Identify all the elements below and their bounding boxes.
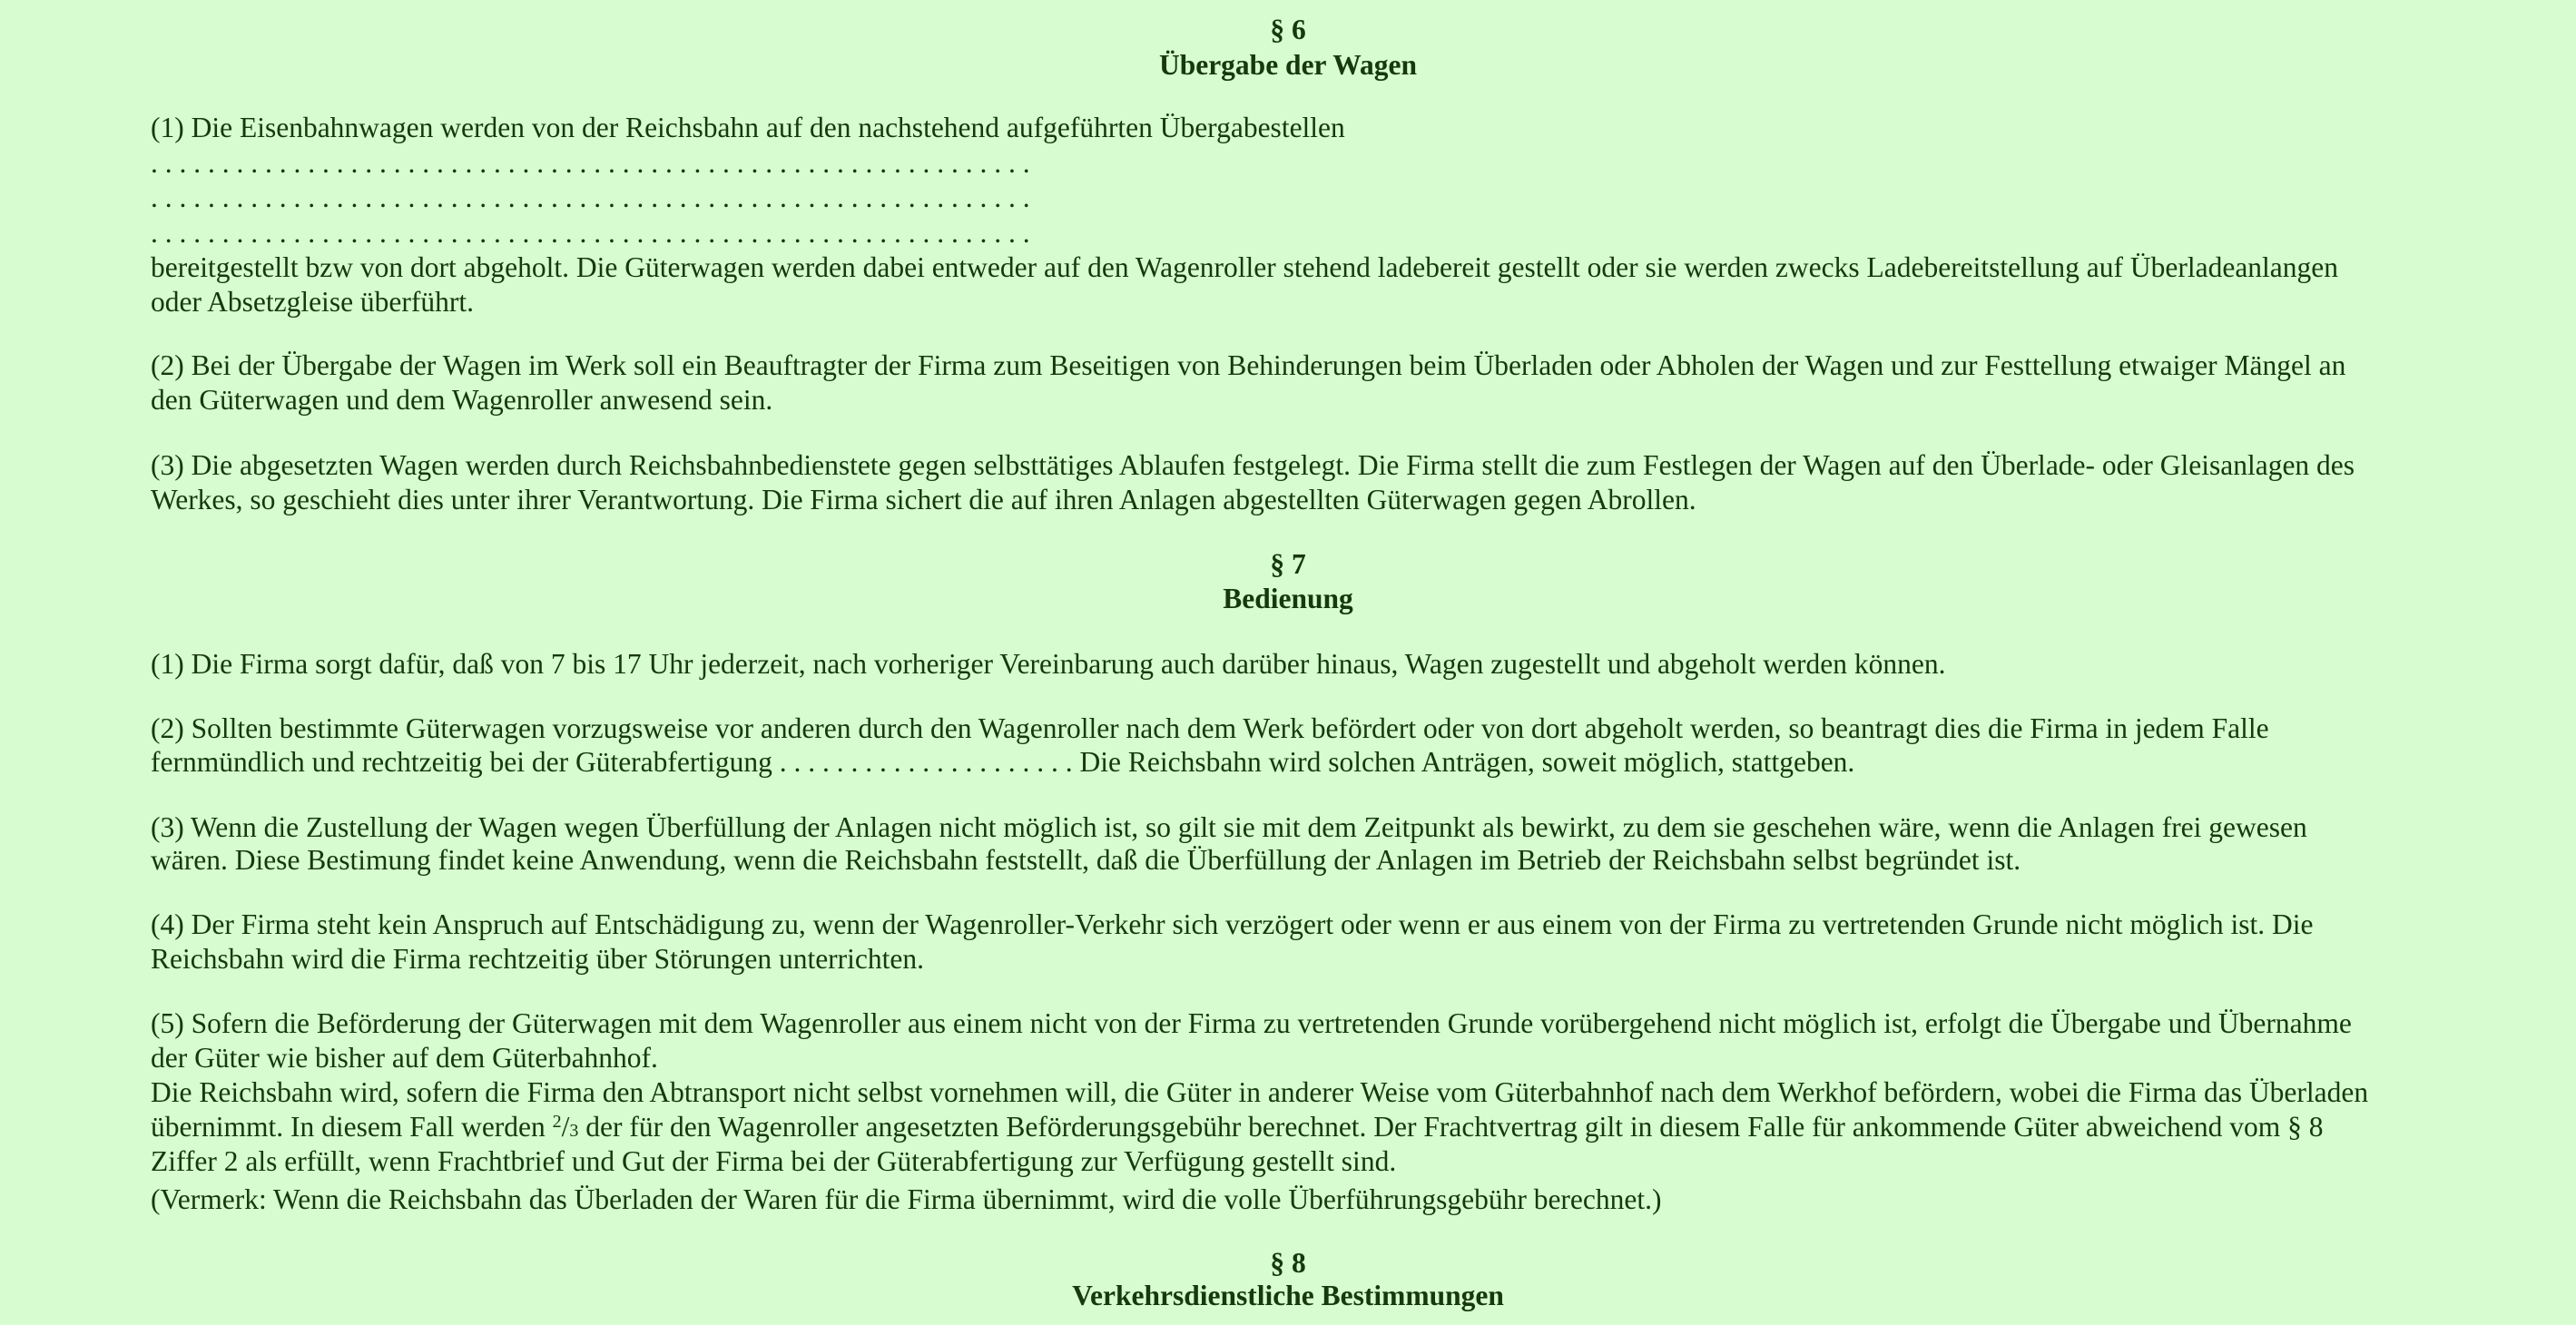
paragraph-line: Die Reichsbahn wird, sofern die Firma den Abtransport nicht selbst vornehmen will, die Güter in anderer Weise vom Güterbahnhof nach dem Werkhof befördern, wobei die Firma das Überladen — [151, 1076, 2369, 1108]
text: übernimmt. In diesem Fall werden — [151, 1111, 553, 1143]
paragraph-line: (2) Sollten bestimmte Güterwagen vorzugsweise vor anderen durch den Wagenroller nach dem Werk befördert oder von dort abgeholt werden, so beantragt dies die Firma in jedem Falle — [151, 712, 2269, 744]
paragraph-line: den Güterwagen und dem Wagenroller anwesend sein. — [151, 384, 773, 416]
blank-fill-line: . . . . . . . . . . . . . . . . . . . . . . . . . . . . . . . . . . . . . . . . . . . . . . . . . . . . . . . . . . . . . . — [151, 147, 1030, 179]
paragraph-line: (1) Die Eisenbahnwagen werden von der Reichsbahn auf den nachstehend aufgeführten Übergabestellen — [151, 112, 1345, 143]
fraction-denominator: 3 — [569, 1121, 579, 1141]
fraction-numerator: 2 — [552, 1112, 562, 1132]
paragraph-line: wären. Diese Bestimung findet keine Anwendung, wenn die Reichsbahn feststellt, daß die Überfüllung der Anlagen im Betrieb der Reichsbahn selbst begründet ist. — [151, 844, 2021, 876]
blank-fill-line: . . . . . . . . . . . . . . . . . . . . . . . . . . . . . . . . . . . . . . . . . . . . . . . . . . . . . . . . . . . . . . — [151, 217, 1030, 249]
paragraph-line: der Güter wie bisher auf dem Güterbahnhof. — [151, 1042, 658, 1074]
paragraph-line: (5) Sofern die Beförderung der Güterwagen mit dem Wagenroller aus einem nicht von der Firma zu vertretenden Grunde vorübergehend nicht möglich ist, erfolgt die Übergabe und Übernahme — [151, 1007, 2352, 1039]
paragraph-line: bereitgestellt bzw von dort abgeholt. Die Güterwagen werden dabei entweder auf den Wagenroller stehend ladebereit gestellt oder sie werden zwecks Ladebereitstellung auf Überladeanlangen — [151, 251, 2339, 283]
paragraph-line: Ziffer 2 als erfüllt, wenn Frachtbrief und Gut der Firma bei der Güterabfertigung zur Verfügung gestellt sind. — [151, 1145, 1397, 1177]
paragraph-line: (3) Wenn die Zustellung der Wagen wegen Überfüllung der Anlagen nicht möglich ist, so gilt sie mit dem Zeitpunkt als bewirkt, zu dem sie geschehen wäre, wenn die Anlagen frei gewesen — [151, 811, 2307, 843]
section-title: Verkehrsdienstliche Bestimmungen — [1072, 1280, 1504, 1311]
text: der für den Wagenroller angesetzten Beförderungsgebühr berechnet. Der Frachtvertrag gilt in diesem Falle für ankommende Güter abweichend vom § 8 — [578, 1111, 2324, 1143]
paragraph-line: Werkes, so geschieht dies unter ihrer Verantwortung. Die Firma sichert die auf ihren Anlagen abgestellten Güterwagen gegen Abrollen. — [151, 484, 1696, 515]
section-title: Übergabe der Wagen — [1158, 49, 1418, 81]
section-number: § 6 — [1270, 14, 1306, 45]
section-number: § 8 — [1270, 1247, 1306, 1279]
paragraph-line: (3) Die abgesetzten Wagen werden durch Reichsbahnbedienstete gegen selbsttätiges Ablaufen festgelegt. Die Firma stellt die zum Festlegen der Wagen auf den Überlade- oder Gleisanlagen des — [151, 449, 2355, 481]
note-line: (Vermerk: Wenn die Reichsbahn das Überladen der Waren für die Firma übernimmt, wird die volle Überführungsgebühr berechnet.) — [151, 1183, 1662, 1215]
paragraph-line: (2) Bei der Übergabe der Wagen im Werk soll ein Beauftragter der Firma zum Beseitigen von Behinderungen beim Überladen oder Abholen der Wagen und zur Festtellung etwaiger Mängel an — [151, 349, 2346, 381]
paragraph-line: (4) Der Firma steht kein Anspruch auf Entschädigung zu, wenn der Wagenroller-Verkehr sich verzögert oder wenn er aus einem von der Firma zu vertretenden Grunde nicht möglich ist. Die — [151, 908, 2314, 940]
section-number: § 7 — [1270, 548, 1306, 580]
paragraph-line: fernmündlich und rechtzeitig bei der Güterabfertigung . . . . . . . . . . . . . . . . . . . . . Die Reichsbahn wird solchen Anträgen, soweit möglich, stattgeben. — [151, 746, 1855, 778]
blank-fill-line: . . . . . . . . . . . . . . . . . . . . . . . . . . . . . . . . . . . . . . . . . . . . . . . . . . . . . . . . . . . . . . — [151, 182, 1030, 213]
paragraph-line: (1) Die Firma sorgt dafür, daß von 7 bis 17 Uhr jederzeit, nach vorheriger Vereinbarung auch darüber hinaus, Wagen zugestellt und abgeholt werden können. — [151, 648, 1946, 680]
paragraph-line: oder Absetzgleise überführt. — [151, 286, 475, 318]
fraction-slash: / — [561, 1111, 570, 1143]
paragraph-line: Reichsbahn wird die Firma rechtzeitig über Störungen unterrichten. — [151, 943, 924, 975]
section-title: Bedienung — [1223, 583, 1353, 614]
paragraph-line-with-fraction — [151, 1110, 2323, 1144]
